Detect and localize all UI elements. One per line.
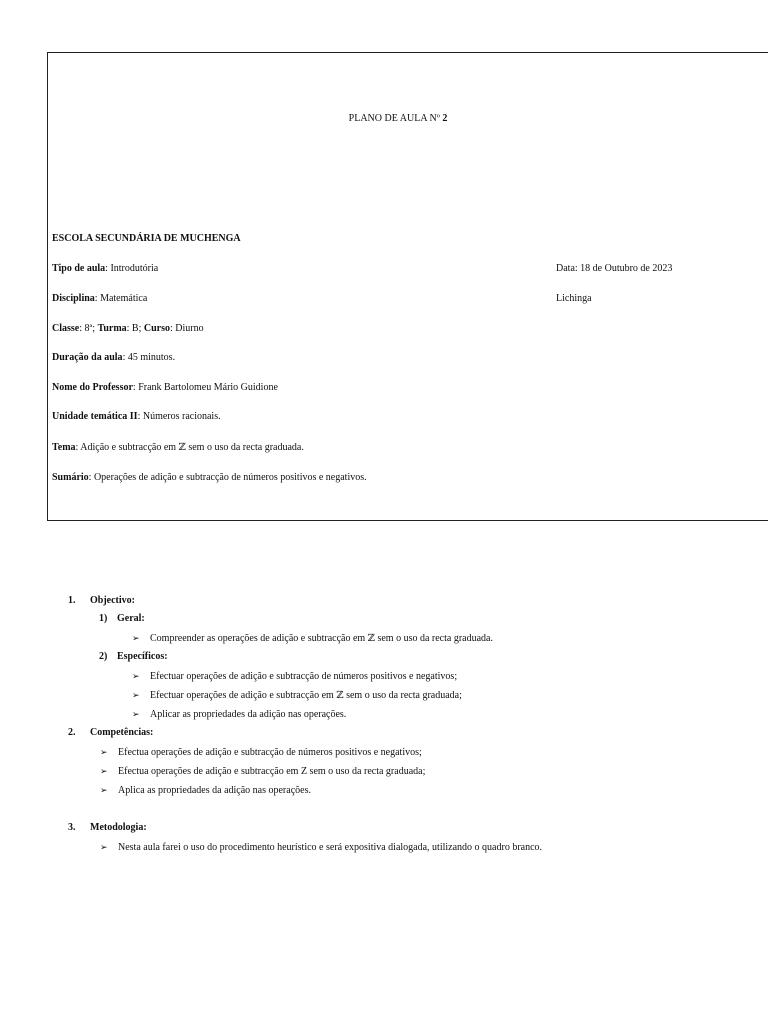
arrow-bullet-icon: ➢	[100, 785, 108, 795]
arrow-bullet-icon: ➢	[132, 690, 140, 700]
field-disciplina: Disciplina: Matemática	[52, 293, 148, 304]
list-item: ➢ Efectua operações de adição e subtracção em Z sem o uso da recta graduada;	[100, 766, 426, 777]
arrow-bullet-icon: ➢	[100, 766, 108, 776]
school-name: ESCOLA SECUNDÁRIA DE MUCHENGA	[52, 233, 241, 244]
page-title: PLANO DE AULA Nº 2	[348, 113, 448, 124]
field-duracao: Duração da aula: 45 minutos.	[52, 352, 176, 363]
arrow-bullet-icon: ➢	[132, 709, 140, 719]
field-sumario: Sumário: Operações de adição e subtracção de números positivos e negativos.	[52, 472, 367, 483]
objectivo-geral-heading: 1) Geral:	[99, 613, 145, 624]
section-objectivo-heading: 1. Objectivo:	[68, 595, 135, 606]
field-tipo-aula: Tipo de aula: Introdutória	[52, 263, 159, 274]
list-item: ➢ Efectuar operações de adição e subtracção em ℤ sem o uso da recta graduada;	[132, 690, 462, 701]
arrow-bullet-icon: ➢	[132, 633, 140, 643]
arrow-bullet-icon: ➢	[132, 671, 140, 681]
lesson-header-box	[47, 52, 768, 521]
section-metodologia-heading: 3. Metodologia:	[68, 822, 147, 833]
field-professor: Nome do Professor: Frank Bartolomeu Mário Guidione	[52, 382, 278, 393]
list-item: ➢ Nesta aula farei o uso do procedimento heurístico e será expositiva dialogada, utilizando o quadro branco.	[100, 842, 543, 853]
field-classe: Classe: 8ª; Turma: B; Curso: Diurno	[52, 323, 204, 334]
list-item: ➢ Efectuar operações de adição e subtracção de números positivos e negativos;	[132, 671, 458, 682]
objectivo-especificos-heading: 2) Específicos:	[99, 651, 168, 662]
list-item: ➢ Compreender as operações de adição e subtracção em ℤ sem o uso da recta graduada.	[132, 633, 493, 644]
lesson-date: Data: 18 de Outubro de 2023	[556, 263, 673, 274]
list-item: ➢ Efectua operações de adição e subtracção de números positivos e negativos;	[100, 747, 422, 758]
lesson-place: Lichinga	[556, 293, 592, 304]
arrow-bullet-icon: ➢	[100, 842, 108, 852]
list-item: ➢ Aplica as propriedades da adição nas operações.	[100, 785, 311, 796]
section-competencias-heading: 2. Competências:	[68, 727, 154, 738]
field-tema: Tema: Adição e subtracção em ℤ sem o uso da recta graduada.	[52, 442, 304, 453]
list-item: ➢ Aplicar as propriedades da adição nas operações.	[132, 709, 347, 720]
field-unidade: Unidade temática II: Números racionais.	[52, 411, 221, 422]
arrow-bullet-icon: ➢	[100, 747, 108, 757]
